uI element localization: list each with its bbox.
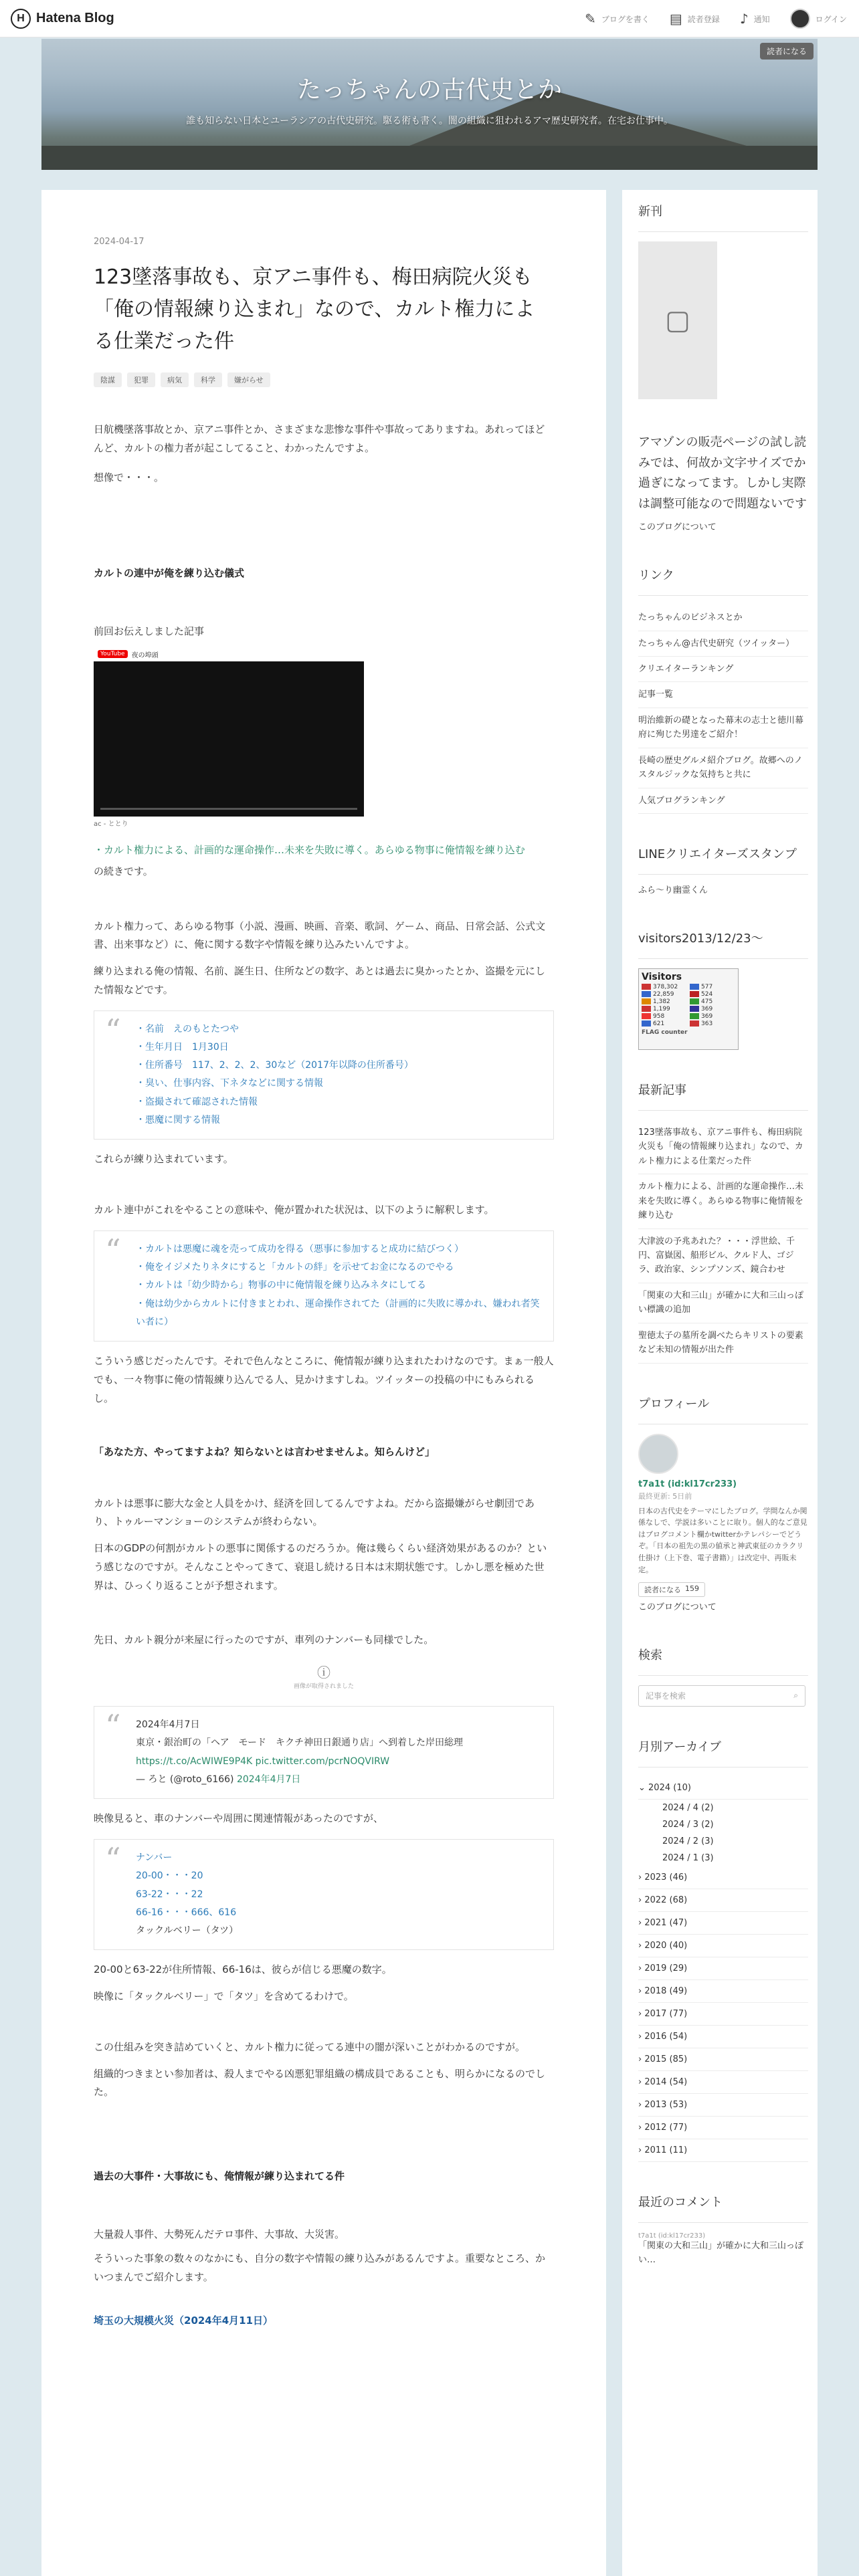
chevron-right-icon: › <box>638 1872 645 1883</box>
profile-updated: 最終更新: 5日前 <box>638 1491 692 1501</box>
sidebar-heading: リンク <box>638 566 808 596</box>
sidebar-heading: 新刊 <box>638 202 808 232</box>
archive-year[interactable]: › 2015 (85) <box>638 2048 808 2071</box>
logo-text: Hatena Blog <box>36 11 114 25</box>
bell-icon: ♪ <box>739 11 749 27</box>
chevron-right-icon: › <box>638 1963 645 1973</box>
section-heading: 過去の大事件・大事故にも、俺情報が練り込まれてる件 <box>94 2170 345 2183</box>
category-tag[interactable]: 嫌がらせ <box>227 372 270 387</box>
category-tag[interactable]: 陰謀 <box>94 372 122 387</box>
sidebar-link[interactable]: 長崎の歴史グルメ紹介ブログ。故郷へのノスタルジックな気持ちと共に <box>638 748 808 788</box>
flag-counter-widget[interactable]: Visitors 378,302 577 22,859 524 1,382 475 1,199 369 958 369 621 363 FLAG counter <box>638 968 739 1050</box>
list-item: ・悪魔に関する情報 <box>136 1114 220 1125</box>
search-input[interactable] <box>638 1685 805 1707</box>
paragraph: カルト連中がこれをやることの意味や、俺が置かれた状況は、以下のように解釈します。 <box>94 1204 494 1216</box>
archive-year[interactable]: › 2016 (54) <box>638 2026 808 2048</box>
archive-year-expanded[interactable]: ⌄ 2024 (10) <box>638 1777 808 1800</box>
archive-year[interactable]: › 2013 (53) <box>638 2094 808 2117</box>
chevron-right-icon: › <box>638 2145 645 2155</box>
hatena-blog-logo[interactable] <box>11 9 114 29</box>
paragraph: 映像に「タックルベリー」で「タツ」を含めてるわけで。 <box>94 1990 354 2003</box>
video-caption: ac - ととり <box>94 821 128 828</box>
youtube-logo-icon: YouTube <box>98 650 128 658</box>
paragraph: 組織的つきまとい参加者は、殺人までやる凶悪犯罪組織の構成員であることも、明らかになるのでした。 <box>94 2067 546 2099</box>
tweet-body: 東京・銀治町の「ヘア モード キクチ神田日銀通り店」へ到着した岸田総理 <box>136 1737 464 1749</box>
quote-icon: “ <box>105 1012 121 1049</box>
sidebar <box>622 190 818 2576</box>
tweet-embed <box>94 1706 554 1799</box>
embed-caption: 画像が取得されました <box>293 1683 354 1691</box>
profile-id-link[interactable]: t7a1t (id:kl17cr233) <box>638 1479 737 1489</box>
list-item: タックルベリー（タツ） <box>136 1925 239 1937</box>
archive-year[interactable]: › 2021 (47) <box>638 1912 808 1935</box>
video-progress-bar[interactable] <box>100 808 357 810</box>
blog-description: 誰も知らない日本とユーラシアの古代史研究。駆る術も書く。闇の組織に狙われるアマ歴史研究者。在宅お仕事中。 <box>186 116 673 126</box>
section-heading: 「あなた方、やってますよね？知らないとは言わせませんよ。知らんけど」 <box>94 1445 436 1458</box>
tweet-date: 2024年4月7日 <box>136 1719 200 1731</box>
flag-icon <box>642 1006 651 1012</box>
tweet-date-link[interactable]: 2024年4月7日 <box>236 1774 301 1785</box>
recent-article-link[interactable]: 「関東の大和三山」が確かに大和三山っぽい標識の追加 <box>638 1283 808 1323</box>
archive-year[interactable]: › 2022 (68) <box>638 1889 808 1912</box>
paragraph: 日本のGDPの何割がカルトの悪事に関係するのだろうか。俺は幾らくらい経済効果があるのか？という感じなのですが。そんなことやってきて、衰退し続ける日本は末期状態です。しかし悪を極めた世界は、ひっくり返ることが予想されます。 <box>94 1542 547 1592</box>
quote-icon: “ <box>105 1840 121 1877</box>
paragraph: そういった事象の数々のなかにも、自分の数字や情報の練り込みがあるんですよ。重要なところ、かいつまんでご紹介します。 <box>94 2252 546 2283</box>
sidebar-heading: visitors2013/12/23〜 <box>638 929 808 959</box>
image-placeholder-icon: ▢ <box>665 305 690 336</box>
reader-count: 159 <box>685 1584 699 1594</box>
recent-article-link[interactable]: 大津波の予兆あれた？・・・浮世絵、千円、富嶽図、船形ビル、クルド人、ゴジラ、政治家、シンプソンズ、鏡合わせ <box>638 1229 808 1283</box>
edit-icon: ✎ <box>585 11 596 27</box>
archive-year[interactable]: › 2011 (11) <box>638 2139 808 2162</box>
flag-icon <box>690 1013 699 1019</box>
flag-icon <box>642 998 651 1004</box>
paragraph: 先日、カルト親分が来屋に行ったのですが、車列のナンバーも同様でした。 <box>94 1634 434 1646</box>
sidebar-heading: プロフィール <box>638 1394 808 1424</box>
archive-month-link[interactable]: 2024 / 2 (3) <box>662 1836 714 1846</box>
article-title[interactable]: 123墜落事故も、京アニ事件も、梅田病院火災も「俺の情報練り込まれ」なので、カルト権力による仕業だった件 <box>94 265 535 353</box>
global-header <box>0 0 859 37</box>
list-item: ・俺をイジメたりネタにすると「カルトの絆」を示せてお金になるのでやる <box>136 1262 454 1273</box>
flag-icon <box>690 998 699 1004</box>
sidebar-heading: 月別アーカイブ <box>638 1737 808 1767</box>
archive-year[interactable]: › 2020 (40) <box>638 1935 808 1957</box>
sidebar-link[interactable]: 記事一覧 <box>638 682 808 708</box>
chevron-right-icon: › <box>638 1917 645 1928</box>
paragraph: 大量殺人事件、大勢死んだテロ事件、大事故、大災害。 <box>94 2228 345 2241</box>
recent-article-link[interactable]: 聖徳太子の墓所を調べたらキリストの要素など未知の情報が出た件 <box>638 1323 808 1364</box>
paragraph: カルト権力って、あらゆる物事（小説、漫画、映画、音楽、歌詞、ゲーム、商品、日常会話、公式文書、出来事など）に、俺に関する数字や情報を練り込みたいんですよ。 <box>94 920 546 951</box>
flag-icon <box>690 984 699 990</box>
about-blog-link[interactable]: このブログについて <box>638 522 717 533</box>
blockquote <box>94 1230 554 1341</box>
article-date[interactable]: 2024-04-17 <box>94 237 145 247</box>
archive-month-link[interactable]: 2024 / 4 (2) <box>662 1802 714 1813</box>
subscribe-button[interactable]: 読者になる <box>760 43 814 60</box>
visitors-title: Visitors <box>642 971 682 982</box>
list-item: ・生年月日 1月30日 <box>136 1041 229 1053</box>
chevron-down-icon: ⌄ <box>638 1782 649 1793</box>
video-title: 夜の埠頭 <box>131 651 159 659</box>
write-blog-button[interactable]: ✎ ブログを書く <box>585 11 650 27</box>
notifications-button[interactable]: ♪ 通知 <box>739 11 770 27</box>
section-heading: カルトの連中が俺を練り込む儀式 <box>94 567 245 580</box>
paragraph: これらが練り込まれています。 <box>94 1153 233 1166</box>
info-icon: ⓘ <box>317 1665 330 1681</box>
archive-year[interactable]: › 2017 (77) <box>638 2003 808 2026</box>
chevron-right-icon: › <box>638 2054 645 2064</box>
hatena-logo-icon: H <box>11 9 31 29</box>
list-item: ナンバー <box>136 1852 173 1863</box>
blog-title[interactable]: たっちゃんの古代史とか <box>296 76 562 104</box>
archive-month-link[interactable]: 2024 / 1 (3) <box>662 1852 714 1863</box>
chevron-right-icon: › <box>638 2008 645 2019</box>
paragraph: 20-00と63-22が住所情報、66-16は、彼らが信じる悪魔の数字。 <box>94 1963 392 1976</box>
comment-author: t7a1t (id:kl17cr233) <box>638 2232 706 2240</box>
chevron-right-icon: › <box>638 2122 645 2133</box>
flag-icon <box>642 1021 651 1027</box>
profile-subscribe-button[interactable]: 読者になる 159 <box>638 1582 705 1597</box>
category-list <box>94 372 554 387</box>
archive-year[interactable]: › 2018 (49) <box>638 1980 808 2003</box>
tweet-author: — ろと (@roto_6166) <box>136 1774 234 1785</box>
search-placeholder: 記事を検索 <box>646 1691 686 1701</box>
archive-year[interactable]: › 2023 (46) <box>638 1866 808 1889</box>
flag-counter-footer: FLAG counter <box>642 1029 688 1036</box>
comment-link[interactable]: 「関東の大和三山」が確かに大和三山っぽい… <box>638 2240 804 2265</box>
blog-header <box>41 39 818 170</box>
global-nav <box>585 0 847 37</box>
reader-button-top[interactable]: ▤ 読者登録 <box>669 11 720 27</box>
category-tag[interactable]: 科学 <box>194 372 222 387</box>
list-item: 63-22・・・22 <box>136 1889 203 1900</box>
list-item: ・住所番号 117、2、2、2、30など（2017年以降の住所番号） <box>136 1060 413 1071</box>
prev-article-link[interactable]: ・カルト権力による、計画的な運命操作…未来を失敗に導く。あらゆる物事に俺情報を練り込む <box>94 844 525 856</box>
blockquote <box>94 1010 554 1140</box>
flag-icon <box>690 991 699 997</box>
sidebar-link[interactable]: 人気ブログランキング <box>638 788 808 814</box>
tweet-link[interactable]: https://t.co/AcWIWE9P4K pic.twitter.com/pcrNOQVIRW <box>136 1755 390 1767</box>
list-item: ・カルトは悪魔に魂を売って成功を得る（悪事に参加すると成功に結びつく） <box>136 1243 464 1255</box>
paragraph: 日航機墜落事故とか、京アニ事件とか、さまざまな悲惨な事件や事故ってありますね。あれってほどんど、カルトの権力者が起こしてること、わかったんですよ。 <box>94 423 545 454</box>
paragraph: こういう感じだったんです。それで色んなところに、俺情報が練り込まれたわけなのです。まぁ一般人でも、一々物事に俺の情報練り込んでる人、見かけますしね。ツイッターの投稿の中にもみられるし。 <box>94 1355 554 1404</box>
article-main <box>41 190 606 2576</box>
sidebar-link[interactable]: たっちゃんのビジネスとか <box>638 605 808 631</box>
sidebar-link[interactable]: たっちゃん@古代史研究（ツイッター） <box>638 631 808 657</box>
line-stamp-link[interactable]: ふら〜り幽霊くん <box>638 885 708 896</box>
sub-heading: 埼玉の大規模火災（2024年4月11日） <box>94 2315 274 2327</box>
category-tag[interactable]: 犯罪 <box>127 372 155 387</box>
search-icon[interactable]: ⌕ <box>793 1691 798 1701</box>
paragraph: この仕組みを突き詰めていくと、カルト権力に従ってる連中の闇が深いことがわかるのですが。 <box>94 2040 526 2053</box>
recent-article-link[interactable]: カルト権力による、計画的な運命操作…未来を失敗に導く。あらゆる物事に俺情報を練り込む <box>638 1174 808 1228</box>
paragraph: 前回お伝えしました記事 <box>94 625 205 638</box>
quote-icon: “ <box>105 1232 121 1269</box>
paragraph: 映像見ると、車のナンバーや周囲に関連情報があったのですが、 <box>94 1812 384 1825</box>
flag-icon <box>642 991 651 997</box>
paragraph: 想像で・・・。 <box>94 471 165 484</box>
youtube-embed[interactable] <box>94 647 364 817</box>
flag-icon <box>642 984 651 990</box>
paragraph: の続きです。 <box>94 865 153 877</box>
list-item: 66-16・・・666、616 <box>136 1907 237 1918</box>
list-item: ・臭い、仕事内容、下ネタなどに関する情報 <box>136 1078 323 1089</box>
category-tag[interactable]: 病気 <box>161 372 189 387</box>
chevron-right-icon: › <box>638 2031 645 2042</box>
sidebar-heading: 最近のコメント <box>638 2193 808 2223</box>
sidebar-heading: 検索 <box>638 1646 808 1676</box>
chevron-right-icon: › <box>638 1940 645 1951</box>
list-item: 20-00・・・20 <box>136 1870 203 1882</box>
user-menu-button[interactable]: ログイン <box>790 9 847 29</box>
archive-year[interactable]: › 2012 (77) <box>638 2117 808 2139</box>
sidebar-heading: 最新記事 <box>638 1081 808 1111</box>
chevron-right-icon: › <box>638 1895 645 1905</box>
archive-year[interactable]: › 2019 (29) <box>638 1957 808 1980</box>
flag-icon <box>690 1006 699 1012</box>
recent-article-link[interactable]: 123墜落事故も、京アニ事件も、梅田病院火災も「俺の情報練り込まれ」なので、カルト権力による仕業だった件 <box>638 1120 808 1174</box>
sidebar-heading: LINEクリエイターズスタンプ <box>638 845 808 875</box>
paragraph: 練り込まれる俺の情報、名前、誕生日、住所などの数字、あとは過去に臭かったとか、盗撮を元にした情報などです。 <box>94 965 546 996</box>
sidebar-link[interactable]: クリエイターランキング <box>638 657 808 682</box>
list-item: ・カルトは「幼少時から」物事の中に俺情報を練り込みネタにしてる <box>136 1280 426 1291</box>
sidebar-link[interactable]: 明治維新の礎となった幕末の志士と徳川幕府に殉じた男達をご紹介！ <box>638 708 808 748</box>
chevron-right-icon: › <box>638 2099 645 2110</box>
avatar[interactable] <box>638 1434 678 1474</box>
chevron-right-icon: › <box>638 1985 645 1996</box>
flag-icon <box>642 1013 651 1019</box>
blockquote <box>94 1839 554 1950</box>
archive-year[interactable]: › 2014 (54) <box>638 2071 808 2094</box>
archive-month-link[interactable]: 2024 / 3 (2) <box>662 1819 714 1830</box>
about-blog-link[interactable]: このブログについて <box>638 1602 717 1613</box>
chevron-right-icon: › <box>638 2076 645 2087</box>
flag-icon <box>690 1021 699 1027</box>
book-description: アマゾンの販売ページの試し読みでは、何故か文字サイズでか過ぎになってます。しかし実際は調整可能なので問題ないです <box>638 435 807 511</box>
user-icon <box>790 9 810 29</box>
list-item: ・名前 えのもとたつや <box>136 1023 239 1035</box>
profile-description: 日本の古代史をテーマにしたブログ。学問なんか関係なしで、学説は多いことに取り。個人的なご意見はブログコメント欄かtwitterかテレパシーでどうぞ。「日本の祖先の黒の値承と神武東征のカラクリ仕掛け（上下巻、電子書籍）」は改定中、再販未定。 <box>638 1506 807 1574</box>
paragraph: カルトは悪事に膨大な金と人員をかけ、経済を回してるんですよね。だから盗撮嫌がらせ劇団であり、トゥルーマンショーのシステムが終わらない。 <box>94 1497 535 1528</box>
list-item: ・盗撮されて確認された情報 <box>136 1096 258 1107</box>
book-cover-image[interactable] <box>638 241 717 399</box>
list-item: ・俺は幼少からカルトに付きまとわれ、運命操作されてた（計画的に失敗に導かれ、嫌われ者笑い者に） <box>136 1298 540 1327</box>
reader-icon: ▤ <box>669 11 682 27</box>
quote-icon: “ <box>105 1708 121 1745</box>
